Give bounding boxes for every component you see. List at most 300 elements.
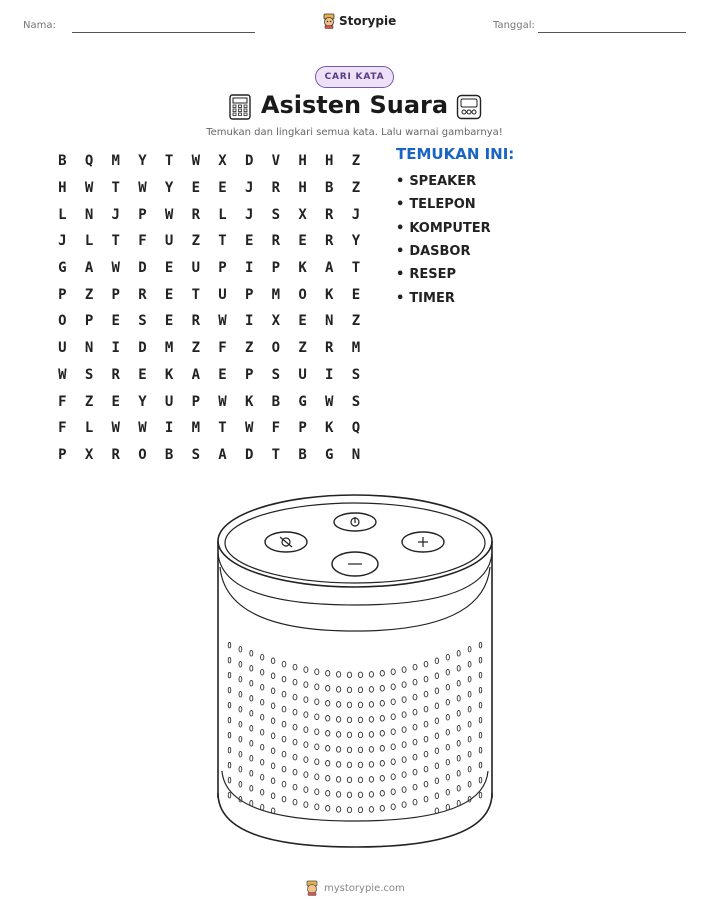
grid-letter[interactable]: K (298, 260, 307, 277)
grid-letter[interactable]: D (244, 153, 254, 170)
grille-hole (228, 687, 231, 693)
grid-letter[interactable]: W (218, 393, 227, 410)
grille-hole (479, 717, 482, 723)
grille-hole (271, 748, 275, 754)
grille-hole (336, 762, 340, 768)
grille-hole (304, 802, 308, 808)
grid-row (49, 442, 369, 469)
grid-letter[interactable]: F (271, 420, 281, 437)
grid-letter[interactable]: E (164, 313, 174, 330)
grille-hole (457, 786, 460, 792)
grid-row (49, 175, 369, 202)
grid-letter[interactable]: E (298, 233, 307, 250)
grille-hole (347, 672, 351, 678)
grid-letter[interactable]: X (271, 313, 281, 330)
grid-letter[interactable]: W (58, 366, 67, 383)
grid-letter[interactable]: B (164, 446, 174, 463)
grille-hole (413, 724, 417, 730)
grid-letter[interactable]: J (58, 233, 67, 250)
grille-hole (424, 796, 428, 802)
grille-hole (446, 774, 449, 780)
grid-letter[interactable]: M (351, 340, 361, 357)
grille-hole (380, 701, 384, 707)
grid-letter[interactable]: A (191, 366, 200, 383)
grille-hole (250, 681, 253, 687)
grille-hole (347, 687, 351, 693)
grid-letter[interactable]: B (58, 153, 67, 170)
grille-hole (336, 732, 340, 738)
grille-hole (380, 686, 384, 692)
grid-letter[interactable]: W (218, 313, 227, 330)
grid-letter[interactable]: Q (84, 153, 94, 170)
grille-hole (282, 721, 286, 727)
word-list-item (396, 217, 491, 240)
grid-letter[interactable]: E (164, 260, 174, 277)
grille-hole (304, 682, 308, 688)
grid-letter[interactable]: N (84, 340, 94, 357)
grille-hole (380, 806, 384, 812)
grille-hole (261, 789, 264, 795)
grille-hole (271, 793, 275, 799)
grid-letter[interactable]: M (271, 286, 281, 303)
grid-letter[interactable]: T (271, 446, 281, 463)
grid-letter[interactable]: O (58, 313, 67, 330)
grid-letter[interactable]: U (191, 260, 200, 277)
grille-hole (304, 787, 308, 793)
grid-letter[interactable]: W (325, 393, 334, 410)
grille-hole (424, 766, 428, 772)
grille-hole (369, 747, 373, 753)
grid-letter[interactable]: I (111, 340, 120, 357)
grille-hole (457, 726, 460, 732)
grille-hole (261, 714, 264, 720)
grid-letter[interactable]: L (218, 206, 227, 223)
grid-letter[interactable]: T (111, 180, 120, 197)
grid-letter[interactable]: A (325, 260, 334, 277)
grid-letter[interactable]: J (351, 206, 361, 223)
grille-hole (250, 696, 253, 702)
grid-letter[interactable]: Y (138, 393, 147, 410)
name-line (72, 32, 255, 33)
grille-hole (315, 714, 319, 720)
grille-hole (402, 772, 406, 778)
grid-letter[interactable]: P (58, 446, 67, 463)
grille-hole (315, 729, 319, 735)
grid-letter[interactable]: L (84, 233, 94, 250)
grille-hole (424, 706, 428, 712)
grille-hole (358, 747, 362, 753)
grille-hole (402, 712, 406, 718)
grid-letter[interactable]: Z (191, 340, 200, 357)
grille-hole (228, 792, 231, 798)
grille-hole (347, 777, 351, 783)
grille-hole (424, 721, 428, 727)
grille-hole (315, 789, 319, 795)
grid-letter[interactable]: K (164, 366, 174, 383)
grille-hole (413, 769, 417, 775)
grid-letter[interactable]: T (351, 260, 361, 277)
grille-hole (239, 706, 242, 712)
grid-letter[interactable]: S (271, 206, 281, 223)
grid-letter[interactable]: T (191, 286, 200, 303)
grid-letter[interactable]: F (58, 393, 67, 410)
grid-letter[interactable]: A (84, 260, 94, 277)
grid-letter[interactable]: W (84, 180, 94, 197)
grille-hole (326, 761, 330, 767)
grid-letter[interactable]: U (218, 286, 227, 303)
grille-hole (304, 667, 308, 673)
grid-letter[interactable]: D (138, 340, 147, 357)
grille-hole (228, 642, 231, 648)
grid-letter[interactable]: I (244, 313, 254, 330)
grille-hole (468, 646, 471, 652)
grille-hole (304, 712, 308, 718)
grille-hole (315, 744, 319, 750)
grille-hole (369, 792, 373, 798)
grille-hole (446, 654, 449, 660)
grid-letter[interactable]: U (58, 340, 67, 357)
grid-letter[interactable]: Z (244, 340, 254, 357)
grid-letter[interactable]: P (244, 286, 254, 303)
category-badge: CARI KATA (315, 66, 394, 88)
grille-hole (358, 762, 362, 768)
grille-hole (336, 807, 340, 813)
grille-hole (282, 796, 286, 802)
word-list-item (396, 286, 491, 309)
grille-hole (326, 806, 330, 812)
grille-hole (336, 747, 340, 753)
grille-hole (369, 777, 373, 783)
grid-letter[interactable]: D (244, 446, 254, 463)
grid-letter[interactable]: G (58, 260, 67, 277)
grid-letter[interactable]: V (271, 153, 281, 170)
word-label: SPEAKER (409, 174, 477, 190)
grille-hole (446, 669, 449, 675)
grille-hole (413, 754, 417, 760)
grid-letter[interactable]: B (325, 180, 334, 197)
grid-letter[interactable]: E (244, 233, 254, 250)
grille-hole (479, 657, 482, 663)
grid-letter[interactable]: R (191, 313, 200, 330)
grille-hole (282, 691, 286, 697)
grille-hole (347, 732, 351, 738)
grille-hole (391, 759, 395, 765)
grid-letter[interactable]: Y (164, 180, 174, 197)
grille-hole (391, 774, 395, 780)
grid-letter[interactable]: F (218, 340, 227, 357)
grid-letter[interactable]: H (298, 153, 307, 170)
grille-hole (228, 672, 231, 678)
grid-letter[interactable]: R (325, 340, 334, 357)
grid-letter[interactable]: R (271, 180, 281, 197)
grid-letter[interactable]: U (298, 366, 307, 383)
grid-letter[interactable]: T (164, 153, 174, 170)
grid-letter[interactable]: Y (351, 233, 361, 250)
date-line (538, 32, 686, 33)
grille-hole (479, 672, 482, 678)
grid-letter[interactable]: Y (138, 153, 147, 170)
word-label: RESEP (409, 267, 456, 283)
grid-letter[interactable]: Z (84, 393, 94, 410)
grid-letter[interactable]: E (351, 286, 361, 303)
grille-hole (315, 684, 319, 690)
grille-hole (435, 763, 439, 769)
grid-letter[interactable]: R (138, 286, 147, 303)
word-label: TELEPON (409, 197, 476, 213)
grille-hole (369, 687, 373, 693)
grille-hole (250, 741, 253, 747)
grid-letter[interactable]: Z (84, 286, 94, 303)
grid-letter[interactable]: R (191, 206, 200, 223)
word-list-item (396, 170, 491, 193)
grille-hole (239, 721, 242, 727)
word-list-item (396, 263, 491, 286)
grille-hole (391, 699, 395, 705)
grille-hole (435, 673, 439, 679)
grid-row (49, 362, 369, 389)
grid-letter[interactable]: P (218, 260, 227, 277)
grid-letter[interactable]: U (164, 233, 174, 250)
grid-letter[interactable]: P (138, 206, 147, 223)
grid-letter[interactable]: X (218, 153, 227, 170)
grid-letter[interactable]: U (164, 393, 174, 410)
grid-letter[interactable]: E (164, 286, 174, 303)
grille-hole (315, 804, 319, 810)
grille-hole (446, 789, 449, 795)
grille-hole (271, 703, 275, 709)
grille-hole (424, 736, 428, 742)
grid-letter[interactable]: I (164, 420, 174, 437)
grid-letter[interactable]: K (244, 393, 254, 410)
grid-letter[interactable]: R (111, 446, 120, 463)
grid-letter[interactable]: R (111, 366, 120, 383)
grille-hole (336, 672, 340, 678)
grille-hole (435, 733, 439, 739)
grid-letter[interactable]: N (325, 313, 334, 330)
grille-hole (228, 732, 231, 738)
grid-letter[interactable]: P (298, 420, 307, 437)
grille-hole (293, 724, 297, 730)
grid-letter[interactable]: S (138, 313, 147, 330)
grille-hole (282, 736, 286, 742)
grille-hole (239, 676, 242, 682)
grille-hole (479, 747, 482, 753)
grille-hole (424, 751, 428, 757)
grid-letter[interactable]: E (218, 180, 227, 197)
grid-letter[interactable]: M (111, 153, 120, 170)
grid-letter[interactable]: P (244, 366, 254, 383)
grille-hole (250, 786, 253, 792)
grille-hole (326, 776, 330, 782)
grille-hole (315, 759, 319, 765)
grille-hole (457, 801, 460, 807)
grid-letter[interactable]: H (58, 180, 67, 197)
grid-letter[interactable]: B (271, 393, 281, 410)
grid-letter[interactable]: T (218, 233, 227, 250)
grille-hole (435, 748, 439, 754)
grille-hole (315, 669, 319, 675)
grille-hole (250, 771, 253, 777)
grille-hole (468, 691, 471, 697)
grille-hole (347, 747, 351, 753)
grille-hole (468, 706, 471, 712)
grid-letter[interactable]: Z (351, 153, 361, 170)
storypie-mascot-icon (322, 13, 336, 29)
grille-hole (326, 791, 330, 797)
grid-letter[interactable]: E (111, 393, 120, 410)
grid-letter[interactable]: P (191, 393, 200, 410)
grid-letter[interactable]: O (138, 446, 147, 463)
grid-letter[interactable]: T (111, 233, 120, 250)
grille-hole (250, 651, 253, 657)
grille-hole (391, 684, 395, 690)
grid-letter[interactable]: S (191, 446, 200, 463)
grille-hole (282, 766, 286, 772)
grille-hole (304, 727, 308, 733)
grid-letter[interactable]: J (244, 180, 254, 197)
bullet: • (396, 290, 405, 306)
grid-letter[interactable]: Z (191, 233, 200, 250)
grille-hole (358, 717, 362, 723)
grid-letter[interactable]: G (298, 393, 307, 410)
grille-hole (413, 709, 417, 715)
grid-letter[interactable]: E (298, 313, 307, 330)
grid-letter[interactable]: P (58, 286, 67, 303)
grid-letter[interactable]: R (271, 233, 281, 250)
grille-hole (239, 751, 242, 757)
grid-letter[interactable]: F (58, 420, 67, 437)
grille-hole (293, 799, 297, 805)
grid-letter[interactable]: E (111, 313, 120, 330)
grid-letter[interactable]: I (244, 260, 254, 277)
grid-letter[interactable]: P (271, 260, 281, 277)
grid-letter[interactable]: I (325, 366, 334, 383)
grille-hole (369, 807, 373, 813)
grille-hole (402, 682, 406, 688)
page-title: Asisten Suara (260, 91, 449, 119)
grid-letter[interactable]: S (351, 393, 361, 410)
grille-hole (457, 711, 460, 717)
grid-letter[interactable]: O (271, 340, 281, 357)
grille-hole (435, 793, 439, 799)
grid-letter[interactable]: M (164, 340, 174, 357)
grid-letter[interactable]: H (298, 180, 307, 197)
grid-letter[interactable]: W (138, 420, 147, 437)
grid-letter[interactable]: X (84, 446, 94, 463)
grid-letter[interactable]: P (111, 286, 120, 303)
grid-letter[interactable]: H (325, 153, 334, 170)
grille-hole (250, 726, 253, 732)
grid-letter[interactable]: P (84, 313, 94, 330)
grid-letter[interactable]: W (164, 206, 174, 223)
grid-letter[interactable]: Z (351, 313, 361, 330)
grid-row (49, 201, 369, 228)
grille-hole (293, 739, 297, 745)
grid-letter[interactable]: E (218, 366, 227, 383)
grille-hole (261, 744, 264, 750)
grille-hole (282, 751, 286, 757)
word-list-item (396, 193, 491, 216)
grid-letter[interactable]: N (351, 446, 361, 463)
grille-hole (402, 742, 406, 748)
grid-letter[interactable]: K (325, 420, 334, 437)
grid-letter[interactable]: M (191, 420, 200, 437)
grille-hole (271, 718, 275, 724)
grid-letter[interactable]: Z (351, 180, 361, 197)
grid-letter[interactable]: W (111, 260, 120, 277)
grille-hole (424, 781, 428, 787)
grid-letter[interactable]: W (191, 153, 200, 170)
footer-url: mystorypie.com (324, 882, 405, 894)
smart-speaker-illustration (214, 493, 496, 851)
grid-letter[interactable]: L (84, 420, 94, 437)
grille-hole (261, 804, 264, 810)
grille-hole (446, 729, 449, 735)
grid-letter[interactable]: J (244, 206, 254, 223)
grid-letter[interactable]: W (138, 180, 147, 197)
grid-letter[interactable]: S (351, 366, 361, 383)
grid-letter[interactable]: S (271, 366, 281, 383)
grid-letter[interactable]: Q (351, 420, 361, 437)
grille-hole (315, 774, 319, 780)
grille-hole (282, 676, 286, 682)
grid-letter[interactable]: L (58, 206, 67, 223)
date-label: Tanggal: (493, 20, 535, 31)
grille-hole (239, 691, 242, 697)
grid-letter[interactable]: W (111, 420, 120, 437)
grid-letter[interactable]: R (325, 206, 334, 223)
grid-letter[interactable]: N (84, 206, 94, 223)
word-search-grid (49, 148, 369, 468)
grid-letter[interactable]: O (298, 286, 307, 303)
footer (305, 880, 405, 896)
grid-letter[interactable]: E (191, 180, 200, 197)
grid-letter[interactable]: B (298, 446, 307, 463)
grid-letter[interactable]: F (138, 233, 147, 250)
bullet: • (396, 220, 405, 236)
grille-hole (468, 751, 471, 757)
grille-hole (424, 661, 428, 667)
grille-hole (293, 784, 297, 790)
grid-letter[interactable]: J (111, 206, 120, 223)
word-list-item (396, 240, 491, 263)
grille-hole (391, 729, 395, 735)
grid-row (49, 388, 369, 415)
grid-letter[interactable]: W (244, 420, 254, 437)
grille-hole (261, 669, 264, 675)
grille-hole (380, 731, 384, 737)
grille-hole (413, 664, 417, 670)
grid-letter[interactable]: X (298, 206, 307, 223)
grid-letter[interactable]: Z (298, 340, 307, 357)
bullet: • (396, 267, 405, 283)
grid-letter[interactable]: E (138, 366, 147, 383)
grille-hole (358, 687, 362, 693)
grid-row (49, 255, 369, 282)
grille-hole (424, 676, 428, 682)
grid-letter[interactable]: K (325, 286, 334, 303)
grille-hole (261, 684, 264, 690)
grid-row (49, 335, 369, 362)
grid-letter[interactable]: A (218, 446, 227, 463)
grille-hole (413, 694, 417, 700)
grid-letter[interactable]: T (218, 420, 227, 437)
grid-letter[interactable]: R (325, 233, 334, 250)
grid-letter[interactable]: S (84, 366, 94, 383)
grille-hole (304, 772, 308, 778)
grid-letter[interactable]: D (138, 260, 147, 277)
grid-letter[interactable]: G (325, 446, 334, 463)
